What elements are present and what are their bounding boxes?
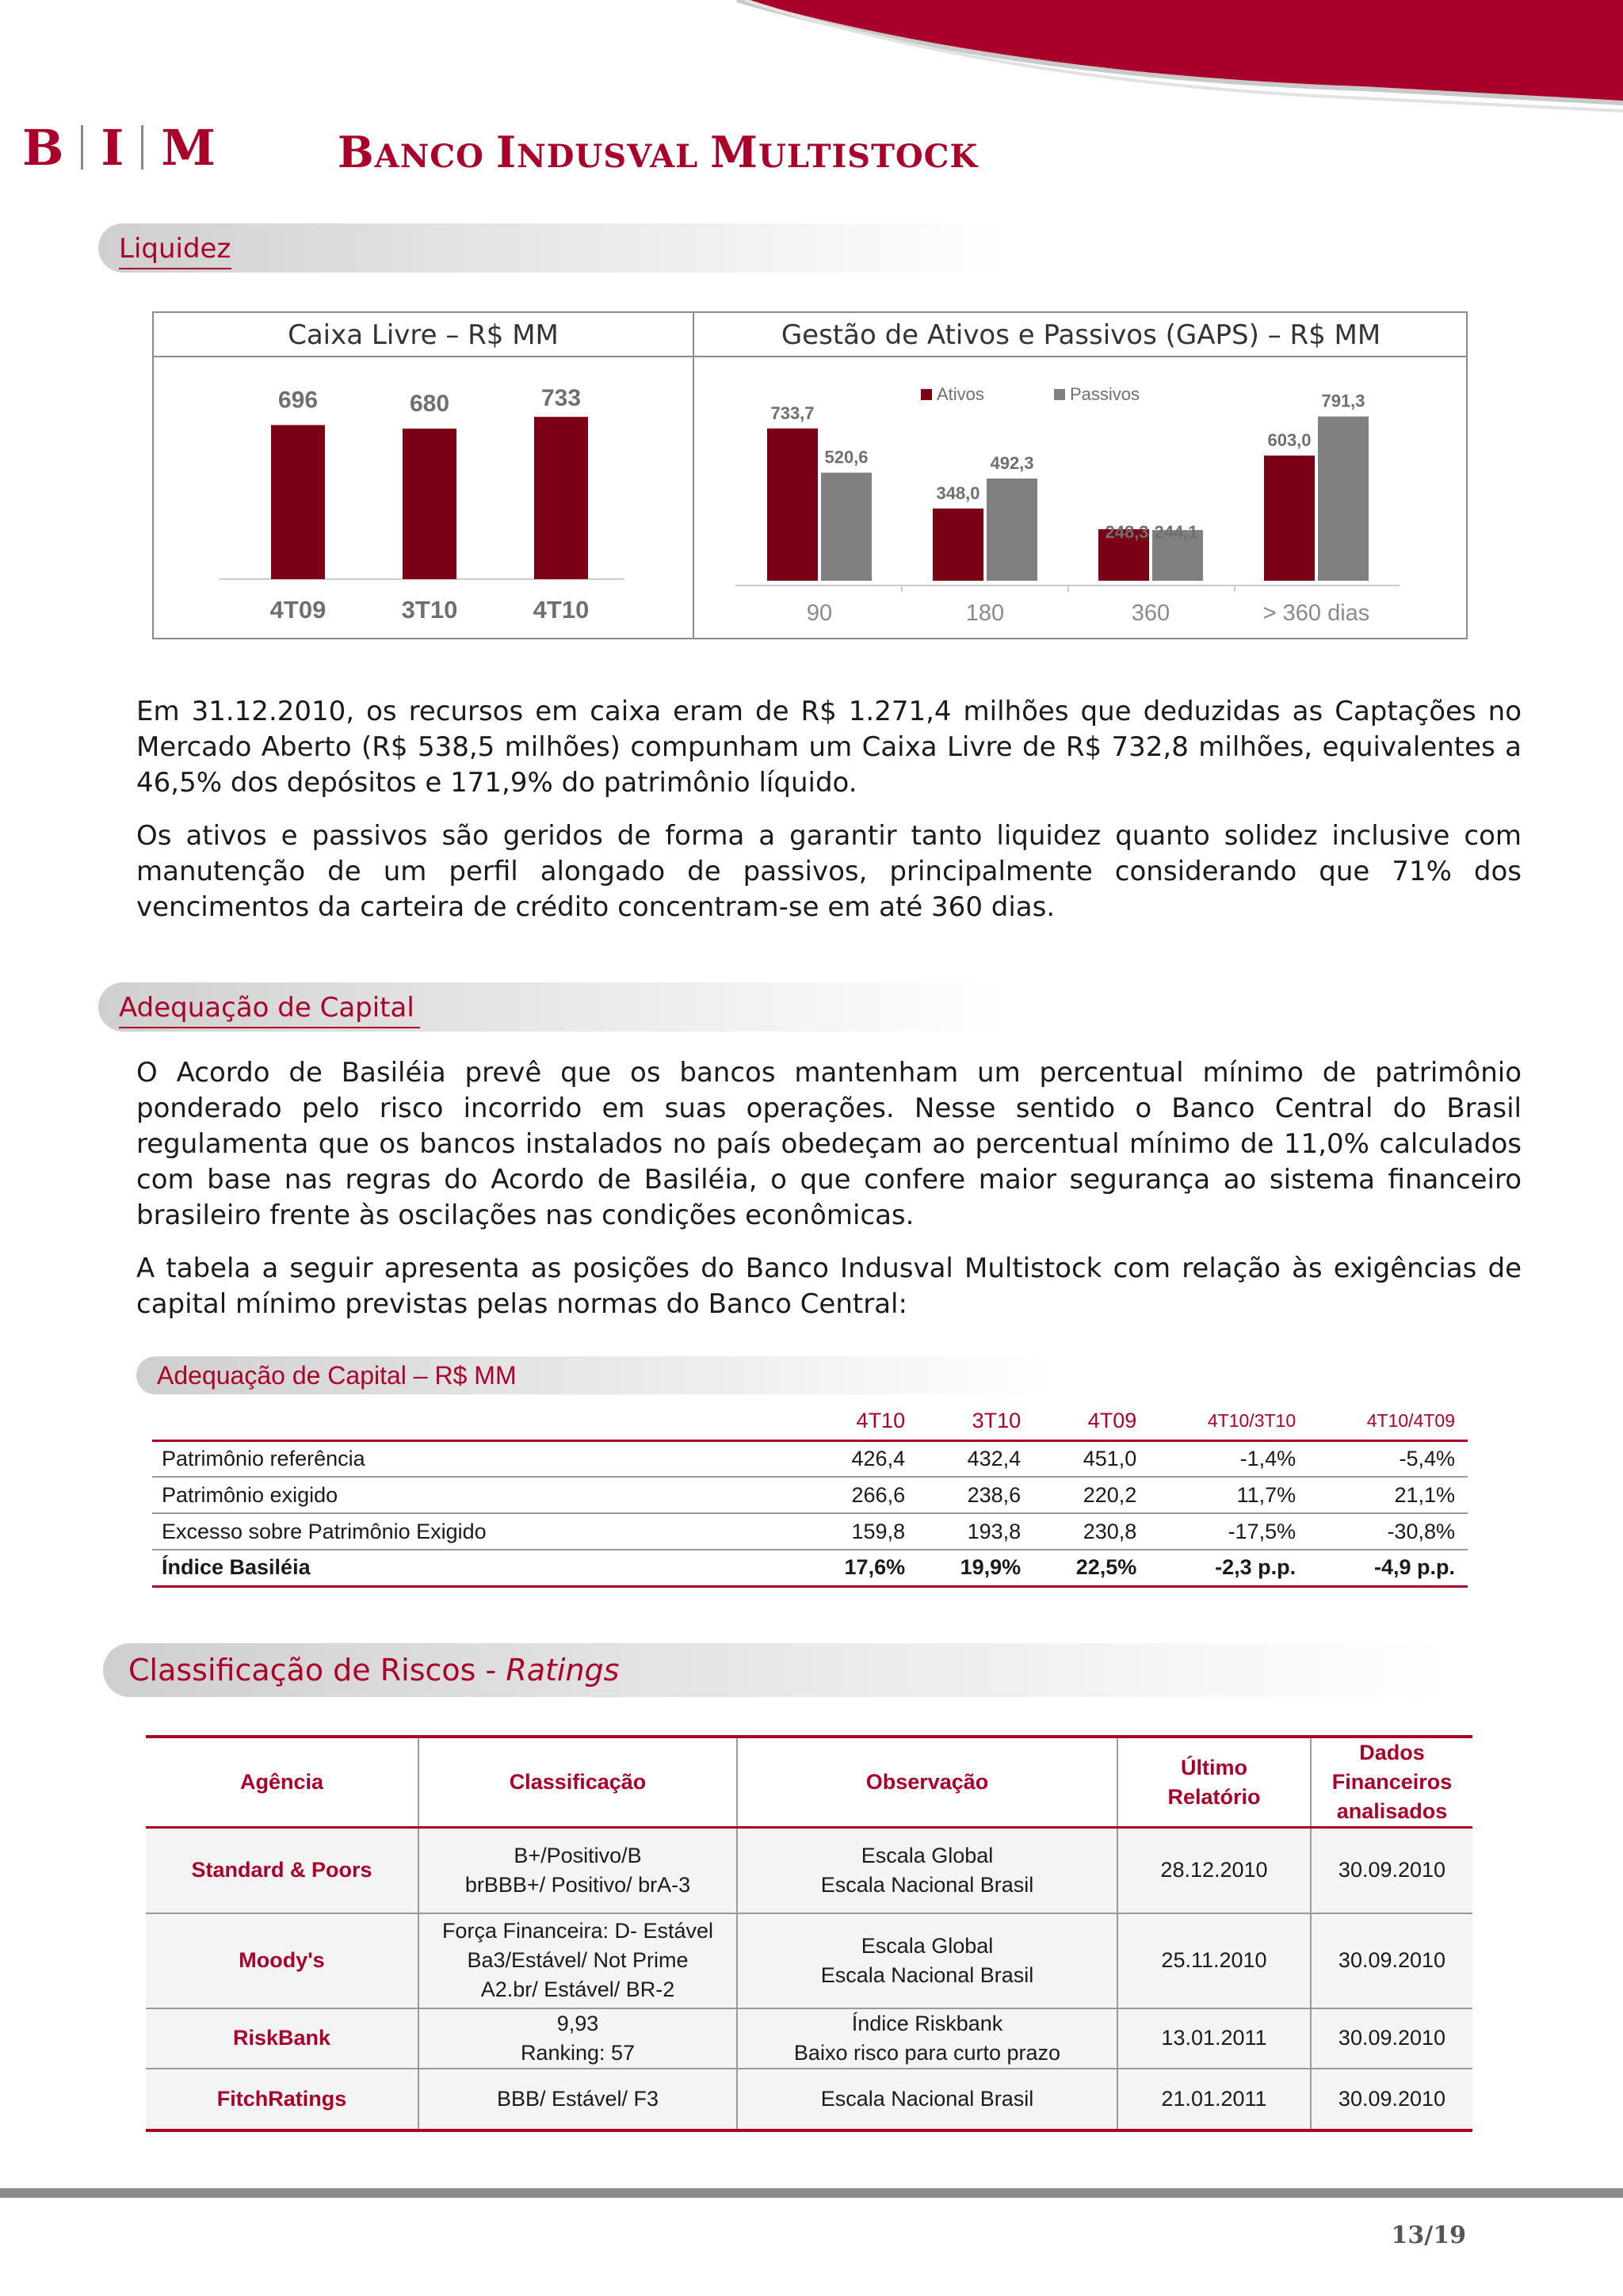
cell: 266,6: [802, 1477, 918, 1513]
legend-swatch-ativos: [921, 389, 932, 400]
bar-ativos-3: [1264, 456, 1315, 581]
table-row: [146, 2069, 1472, 2130]
table-header-row: [152, 1402, 1468, 1440]
col-header: Observação: [737, 1737, 1117, 1828]
cell: -30,8%: [1308, 1513, 1468, 1550]
cell: -17,5%: [1149, 1513, 1308, 1550]
bar-3T10: [403, 429, 456, 579]
paragraph: Em 31.12.2010, os recursos em caixa eram de R$ 1.271,4 milhões que deduzidas as Captações no Mercado Aberto (R$ 538,5 milhões) compunham um Caixa Livre de R$ 732,8 milhões, equivalentes a 46,5% dos depósitos e 171,9% do patrimônio líquido.: [136, 696, 1522, 799]
row-label: Patrimônio referência: [152, 1440, 802, 1477]
paragraph: Os ativos e passivos são geridos de forma a garantir tanto liquidez quanto solidez inclusive com manutenção de um perfil alongado de passivos, principalmente considerando que 71% dos vencimentos da carteira de crédito concentram-se em até 360 dias.: [136, 820, 1522, 923]
capital-table: [152, 1402, 1468, 1588]
cell: 13.01.2011: [1117, 2008, 1311, 2069]
col-header: Último Relatório: [1117, 1737, 1311, 1828]
paragraph: A tabela a seguir apresenta as posições do Banco Indusval Multistock com relação às exigências de capital mínimo previstas pelas normas do Banco Central:: [136, 1253, 1522, 1320]
cell: Força Financeira: D- Estável Ba3/Estável/ Not Prime A2.br/ Estável/ BR-2: [418, 1913, 737, 2008]
bar-4T10: [534, 417, 588, 579]
legend-label-passivos: Passivos: [1070, 384, 1140, 404]
bim-logo: B I M: [22, 119, 216, 177]
cell: -5,4%: [1308, 1440, 1468, 1477]
cell: 238,6: [918, 1477, 1033, 1513]
tick-label: 90: [806, 601, 833, 626]
section-title-adequacao: Adequação de Capital: [119, 992, 414, 1024]
cell: 30.09.2010: [1311, 1828, 1472, 1913]
tick-label: 4T09: [269, 596, 327, 624]
tick-label: 3T10: [401, 596, 458, 624]
bar-passivos-0: [821, 473, 872, 581]
caixa-livre-chart: [155, 359, 691, 638]
cell: 30.09.2010: [1311, 2069, 1472, 2130]
agency-cell: Moody's: [146, 1913, 418, 2008]
cell: B+/Positivo/B brBBB+/ Positivo/ brA-3: [418, 1828, 737, 1913]
table-row: [152, 1477, 1468, 1513]
row-label: Patrimônio exigido: [152, 1477, 802, 1513]
section-header-capital-table: [136, 1356, 1056, 1394]
cell: BBB/ Estável/ F3: [418, 2069, 737, 2130]
paragraph: O Acordo de Basiléia prevê que os bancos mantenham um percentual mínimo de patrimônio ponderado pelo risco incorrido em suas operações. Nesse sentido o Banco Central do Brasil regulamenta que os bancos instalados no país obedeçam ao percentual mínimo de 11,0% calculados com base nas regras do Acordo de Basiléia, o que confere maior segurança ao sistema financeiro brasileiro frente às oscilações nas condições econômicas.: [136, 1057, 1522, 1231]
table-row: [146, 1828, 1472, 1913]
data-label: 492,3: [990, 453, 1034, 474]
table-row: [146, 1913, 1472, 2008]
cell: 30.09.2010: [1311, 1913, 1472, 2008]
data-label: 244,1: [1154, 522, 1198, 542]
table-row: [152, 1550, 1468, 1586]
data-label: 791,3: [1321, 391, 1365, 411]
cell: 432,4: [918, 1440, 1033, 1477]
footer-rule: [0, 2188, 1623, 2198]
section-title-riscos: Classificação de Riscos - Ratings: [128, 1653, 620, 1688]
liquidez-text: [136, 694, 1522, 943]
col-header: Agência: [146, 1737, 418, 1828]
gaps-chart: [696, 359, 1466, 638]
data-label: 248,3: [1105, 522, 1149, 542]
data-label: 733: [540, 385, 582, 412]
agency-cell: Standard & Poors: [146, 1828, 418, 1913]
bank-name: BANCO INDUSVAL MULTISTOCK: [338, 127, 979, 177]
data-label: 603,0: [1267, 430, 1312, 451]
tick-label: 360: [1131, 601, 1170, 626]
page-number: 13/19: [1391, 2222, 1466, 2249]
table-row: [152, 1513, 1468, 1550]
ratings-table: [146, 1735, 1472, 2132]
cell: 28.12.2010: [1117, 1828, 1311, 1913]
col-header: 4T10/4T09: [1308, 1402, 1468, 1440]
col-header: 4T09: [1033, 1402, 1149, 1440]
chart-title-caixa: Caixa Livre – R$ MM: [288, 319, 559, 351]
data-label: 680: [409, 390, 450, 417]
cell: Escala Global Escala Nacional Brasil: [737, 1828, 1117, 1913]
header-banner: [0, 0, 1623, 127]
cell: 193,8: [918, 1513, 1033, 1550]
bar-4T09: [271, 425, 325, 579]
cell: 426,4: [802, 1440, 918, 1477]
agency-cell: FitchRatings: [146, 2069, 418, 2130]
table-row: [146, 2008, 1472, 2069]
cell: 21,1%: [1308, 1477, 1468, 1513]
col-header: Classificação: [418, 1737, 737, 1828]
cell: Escala Global Escala Nacional Brasil: [737, 1913, 1117, 2008]
cell: 230,8: [1033, 1513, 1149, 1550]
agency-cell: RiskBank: [146, 2008, 418, 2069]
tick-label: 180: [965, 601, 1005, 626]
cell: 220,2: [1033, 1477, 1149, 1513]
cell: -4,9 p.p.: [1308, 1550, 1468, 1586]
bar-ativos-0: [767, 429, 818, 581]
data-label: 520,6: [824, 447, 869, 467]
cell: 21.01.2011: [1117, 2069, 1311, 2130]
col-header: 4T10/3T10: [1149, 1402, 1308, 1440]
cell: 11,7%: [1149, 1477, 1308, 1513]
chart-title-gaps: Gestão de Ativos e Passivos (GAPS) – R$ MM: [781, 319, 1381, 351]
section-title-capital-table: Adequação de Capital – R$ MM: [157, 1361, 517, 1390]
section-header-liquidez: [98, 223, 1010, 273]
cell: 9,93 Ranking: 57: [418, 2008, 737, 2069]
adequacao-text: [136, 1055, 1522, 1340]
cell: 17,6%: [802, 1550, 918, 1586]
row-label: Excesso sobre Patrimônio Exigido: [152, 1513, 802, 1550]
cell: 19,9%: [918, 1550, 1033, 1586]
cell: Índice Riskbank Baixo risco para curto prazo: [737, 2008, 1117, 2069]
col-header: 3T10: [918, 1402, 1033, 1440]
section-header-adequacao: [98, 982, 1010, 1032]
section-title-liquidez: Liquidez: [119, 233, 231, 265]
bar-passivos-3: [1318, 417, 1369, 581]
col-header: 4T10: [802, 1402, 918, 1440]
section-header-riscos: [103, 1643, 1450, 1697]
bar-passivos-1: [987, 479, 1037, 581]
cell: -1,4%: [1149, 1440, 1308, 1477]
legend-label-ativos: Ativos: [937, 384, 984, 404]
data-label: 733,7: [770, 402, 815, 423]
data-label: 696: [277, 387, 319, 414]
cell: 451,0: [1033, 1440, 1149, 1477]
cell: -2,3 p.p.: [1149, 1550, 1308, 1586]
col-header: Dados Financeiros analisados: [1311, 1737, 1472, 1828]
legend-swatch-passivos: [1054, 389, 1065, 400]
tick-label: > 360 dias: [1262, 601, 1370, 626]
data-label: 348,0: [936, 482, 980, 503]
liquidity-charts: [152, 311, 1468, 639]
cell: 22,5%: [1033, 1550, 1149, 1586]
cell: 159,8: [802, 1513, 918, 1550]
cell: Escala Nacional Brasil: [737, 2069, 1117, 2130]
cell: 25.11.2010: [1117, 1913, 1311, 2008]
tick-label: 4T10: [533, 596, 590, 624]
table-header-row: [146, 1737, 1472, 1828]
table-row: [152, 1440, 1468, 1477]
row-label: Índice Basiléia: [152, 1550, 802, 1586]
cell: 30.09.2010: [1311, 2008, 1472, 2069]
bar-ativos-1: [933, 509, 983, 581]
